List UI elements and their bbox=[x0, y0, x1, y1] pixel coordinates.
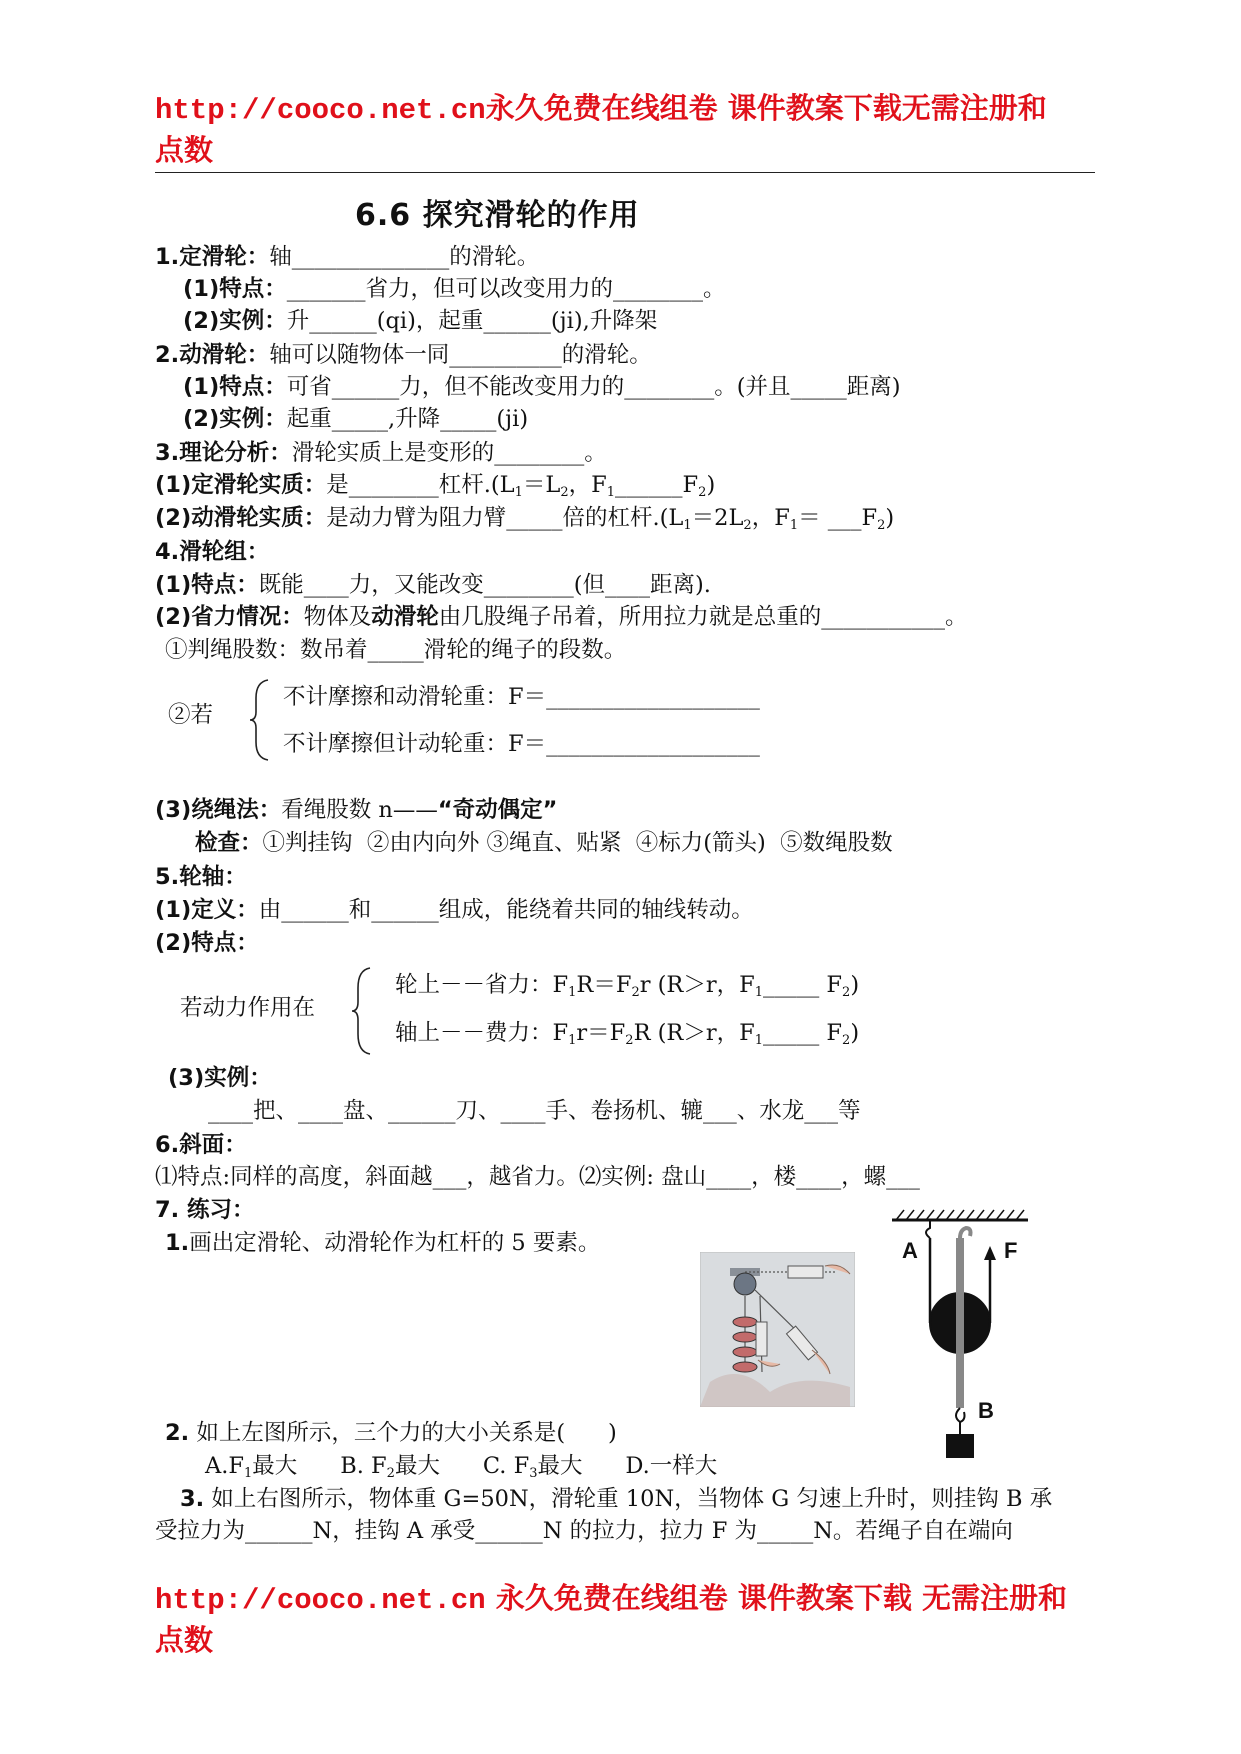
footer-banner-line2: 点数 bbox=[155, 1623, 214, 1657]
wheel-case: 轮上－－省力：$F_1R=F_2r$ (R＞r，$F_1\_\_\_\_\_$ $F_2$) bbox=[395, 972, 860, 1000]
moving-pulley-feature: (1)特点：可省______力，但不能改变用力的________。(并且_____距离) bbox=[183, 374, 901, 400]
if-label: ②若 bbox=[168, 702, 214, 728]
pulley-force-photo bbox=[700, 1252, 855, 1407]
theory-fixed: (1)定滑轮实质：是________杠杆$.(L_1=L_2$，$F_1\_\_\_\_\_\_F_2$) bbox=[155, 472, 716, 500]
section-incline: 6.斜面： bbox=[155, 1132, 247, 1158]
header-divider bbox=[155, 172, 1095, 173]
pulley-block-count: ①判绳股数：数吊着_____滑轮的绳子的段数。 bbox=[165, 637, 627, 663]
fixed-pulley-example: (2)实例：升______(qi)，起重______(ji),升降架 bbox=[183, 308, 658, 334]
label-f: F bbox=[1004, 1238, 1018, 1263]
question-3: 3. 如上右图所示，物体重 G=50N，滑轮重 10N，当物体 G 匀速上升时，则挂钩 B 承 bbox=[180, 1486, 1053, 1512]
incline-feature: ⑴特点:同样的高度，斜面越___，越省力。⑵实例: 盘山____，楼____，螺___ bbox=[155, 1164, 920, 1190]
header-text: 永久免费在线组卷 课件教案下载无需注册和 bbox=[485, 91, 1047, 125]
case-no-friction: 不计摩擦和动滑轮重：F＝___________________ bbox=[283, 684, 760, 710]
section-practice: 7. 练习： bbox=[155, 1197, 255, 1223]
question-2: 2. 如上左图所示，三个力的大小关系是( ) bbox=[165, 1420, 617, 1446]
brace-icon bbox=[248, 678, 272, 762]
question-3-cont: 受拉力为______N，挂钩 A 承受______N 的拉力，拉力 F 为_____N。若绳子自在端向 bbox=[155, 1518, 1013, 1544]
movable-pulley-diagram bbox=[888, 1208, 1038, 1458]
wheel-axle-examples: ____把、____盘、______刀、____手、卷扬机、辘___、水龙___等 bbox=[208, 1098, 861, 1124]
section-theory: 3.理论分析：滑轮实质上是变形的________。 bbox=[155, 440, 607, 466]
header-url[interactable]: http://cooco.net.cn bbox=[155, 94, 486, 127]
footer-text: 永久免费在线组卷 课件教案下载 无需注册和 bbox=[485, 1581, 1067, 1615]
header-banner-line2: 点数 bbox=[155, 133, 214, 167]
section-moving-pulley: 2.动滑轮：轴可以随物体一同__________的滑轮。 bbox=[155, 342, 652, 368]
fixed-pulley-feature: (1)特点：_______省力，但可以改变用力的________。 bbox=[183, 276, 726, 302]
brace-icon bbox=[350, 966, 374, 1056]
winding-method: (3)绕绳法：看绳股数 n——“奇动偶定” bbox=[155, 797, 558, 823]
theory-moving: (2)动滑轮实质：是动力臂为阻力臂_____倍的杠杆$.(L_1=2L_2$，$F_1=$ $\_\_\_F_2$) bbox=[155, 505, 895, 533]
axle-case: 轴上－－费力：$F_1r=F_2R$ (R＞r，$F_1\_\_\_\_\_$ $F_2$) bbox=[395, 1020, 860, 1048]
pulley-block-force: (2)省力情况：物体及动滑轮由几股绳子吊着，所用拉力就是总重的___________。 bbox=[155, 604, 968, 630]
case-with-weight: 不计摩擦但计动轮重：F＝___________________ bbox=[283, 731, 760, 757]
footer-url[interactable]: http://cooco.net.cn bbox=[155, 1584, 486, 1617]
question-2-options: $A.F_1$最大 B. $F_2$最大 C. $F_3$最大 D.一样大 bbox=[205, 1453, 718, 1481]
winding-check: 检查：①判挂钩 ②由内向外 ③绳直、贴紧 ④标力(箭头) ⑤数绳股数 bbox=[195, 830, 893, 856]
label-a: A bbox=[902, 1238, 918, 1263]
section-wheel-axle: 5.轮轴： bbox=[155, 864, 247, 890]
section-fixed-pulley: 1.定滑轮：轴______________的滑轮。 bbox=[155, 244, 540, 270]
wheel-axle-definition: (1)定义：由______和______组成，能绕着共同的轴线转动。 bbox=[155, 897, 754, 923]
section-pulley-block: 4.滑轮组： bbox=[155, 539, 270, 565]
footer-banner bbox=[155, 1578, 1095, 1621]
wheel-axle-examples-label: (3)实例： bbox=[168, 1065, 272, 1091]
wheel-axle-feature-label: (2)特点： bbox=[155, 930, 259, 956]
force-applied-label: 若动力作用在 bbox=[180, 995, 316, 1021]
label-b: B bbox=[978, 1398, 994, 1423]
pulley-block-feature: (1)特点：既能____力，又能改变________(但____距离). bbox=[155, 572, 711, 598]
header-banner bbox=[155, 88, 1095, 131]
question-1: 1.画出定滑轮、动滑轮作为杠杆的 5 要素。 bbox=[165, 1230, 601, 1256]
moving-pulley-example: (2)实例：起重_____,升降_____(ji) bbox=[183, 406, 529, 432]
page-title: 6.6 探究滑轮的作用 bbox=[355, 198, 640, 233]
